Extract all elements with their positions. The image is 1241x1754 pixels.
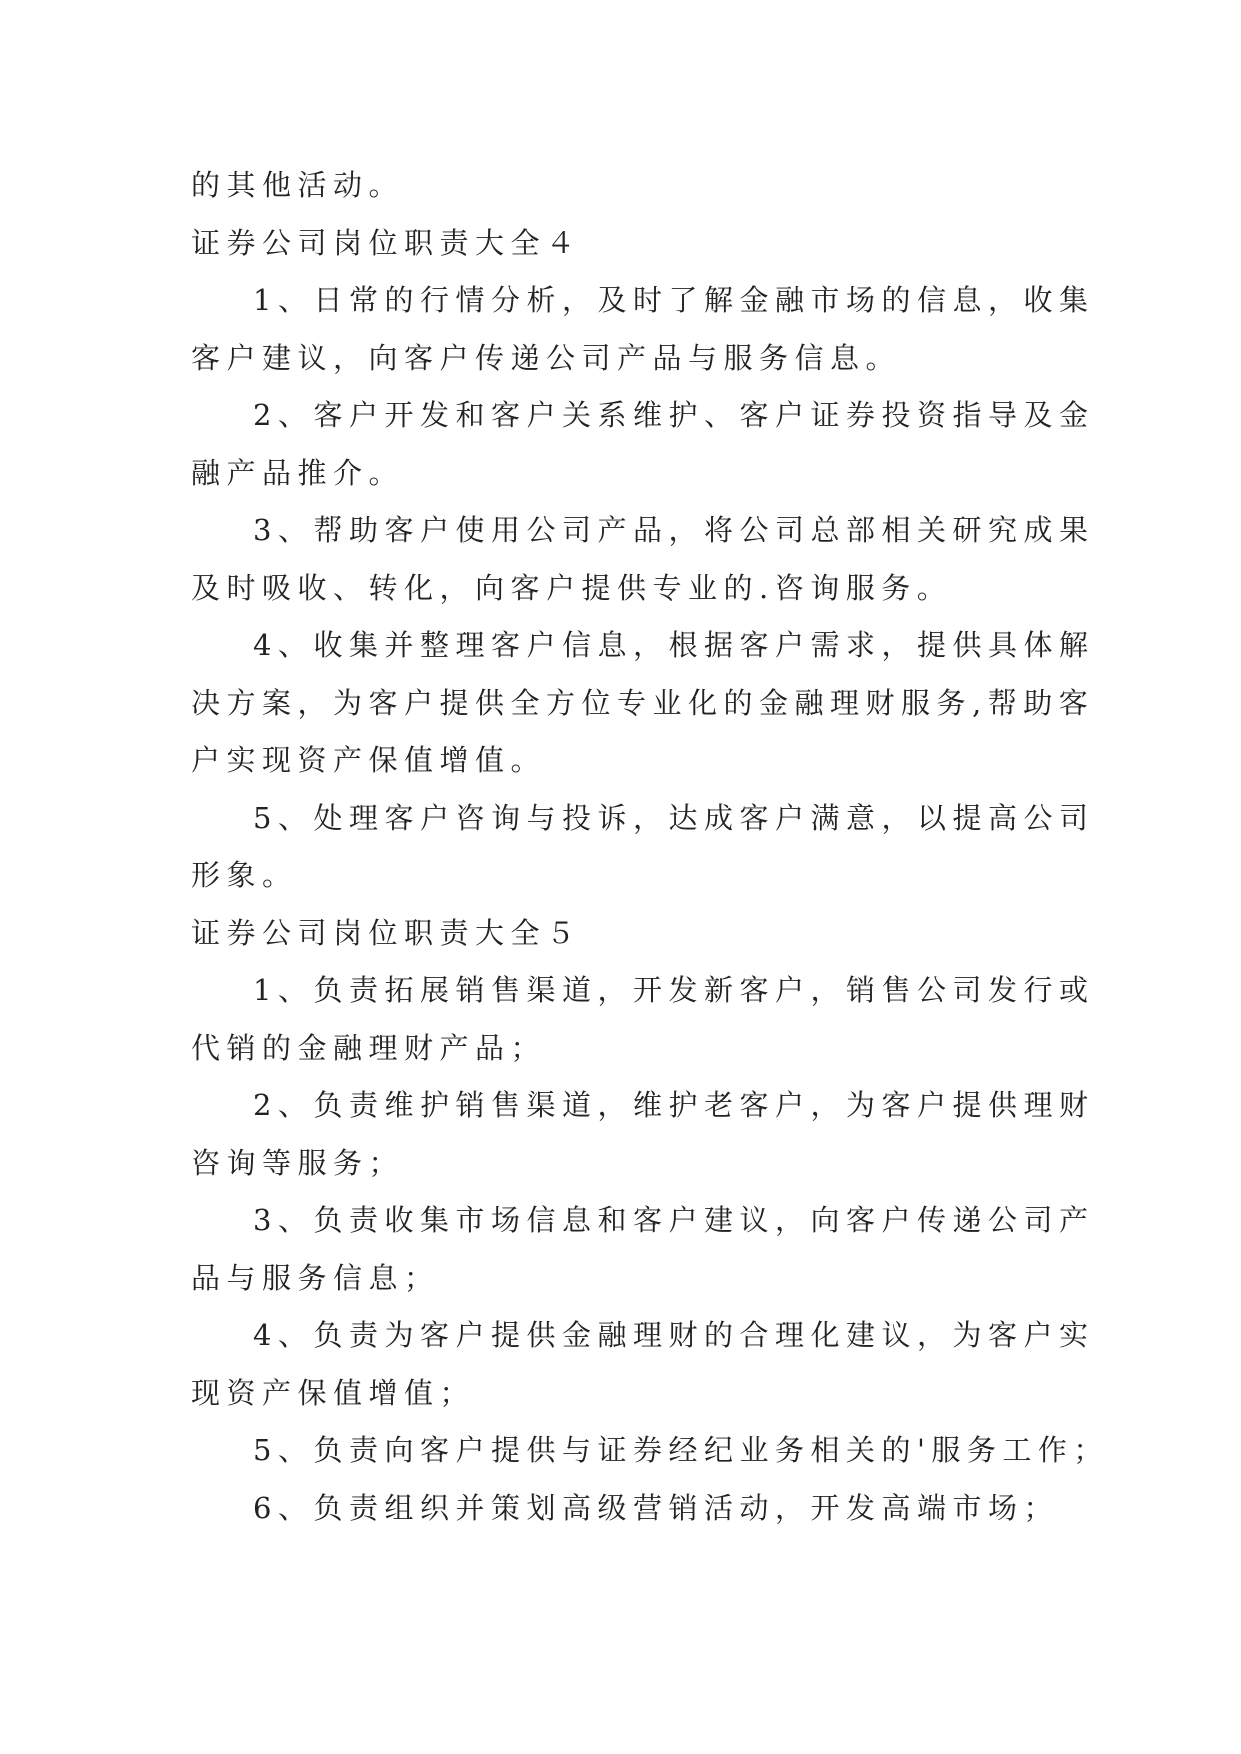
paragraph-line: 决方案，为客户提供全方位专业化的金融理财服务,帮助客 (191, 685, 1095, 720)
paragraph-line: 4、负责为客户提供金融理财的合理化建议，为客户实 (253, 1318, 1095, 1352)
paragraph-line: 代销的金融理财产品； (191, 1030, 547, 1065)
section-4-item-3 (191, 502, 1095, 617)
paragraph-line: 1、日常的行情分析，及时了解金融市场的信息，收集 (253, 283, 1095, 317)
section-5-heading: 证券公司岗位职责大全５ (191, 915, 582, 950)
paragraph-line: 及时吸收、转化，向客户提供专业的.咨询服务。 (191, 570, 953, 605)
section-5-item-3 (191, 1192, 1095, 1307)
paragraph-line: 5、处理客户咨询与投诉，达成客户满意，以提高公司 (253, 800, 1095, 835)
section-5-item-5 (191, 1422, 1109, 1480)
paragraph-line: 4、收集并整理客户信息，根据客户需求，提供具体解 (253, 628, 1095, 662)
section-5-item-6 (191, 1480, 1059, 1538)
paragraph-line: 1、负责拓展销售渠道，开发新客户，销售公司发行或 (253, 973, 1095, 1007)
paragraph-line: 3、负责收集市场信息和客户建议，向客户传递公司产 (253, 1203, 1095, 1237)
intro-tail-text: 的其他活动。 (191, 168, 405, 202)
paragraph-line: 客户建议，向客户传递公司产品与服务信息。 (191, 340, 902, 375)
paragraph-line: 2、客户开发和客户关系维护、客户证券投资指导及金 (253, 398, 1095, 432)
paragraph-line: 户实现资产保值增值。 (191, 743, 547, 777)
section-5-item-2 (191, 1077, 1095, 1192)
section-5-item-4 (191, 1307, 1095, 1422)
section-4-item-4 (191, 617, 1095, 790)
paragraph-line: 品与服务信息； (191, 1260, 440, 1295)
section-4-item-5 (191, 790, 1095, 905)
paragraph-line: 2、负责维护销售渠道，维护老客户，为客户提供理财 (253, 1088, 1095, 1122)
paragraph-line: 现资产保值增值； (191, 1375, 476, 1410)
paragraph-line: 形象。 (191, 858, 298, 892)
section-4-item-1 (191, 272, 1095, 387)
paragraph-line: 咨询等服务； (191, 1145, 405, 1180)
paragraph-line: 5、负责向客户提供与证券经纪业务相关的'服务工作； (253, 1433, 1109, 1467)
document-body (191, 157, 1109, 1537)
section-5-item-1 (191, 962, 1095, 1077)
paragraph-line: 3、帮助客户使用公司产品，将公司总部相关研究成果 (253, 513, 1095, 547)
section-4-heading: 证券公司岗位职责大全４ (191, 225, 582, 260)
section-4-item-2 (191, 387, 1095, 502)
paragraph-line: 6、负责组织并策划高级营销活动，开发高端市场； (253, 1490, 1059, 1525)
paragraph-line: 融产品推介。 (191, 455, 405, 490)
